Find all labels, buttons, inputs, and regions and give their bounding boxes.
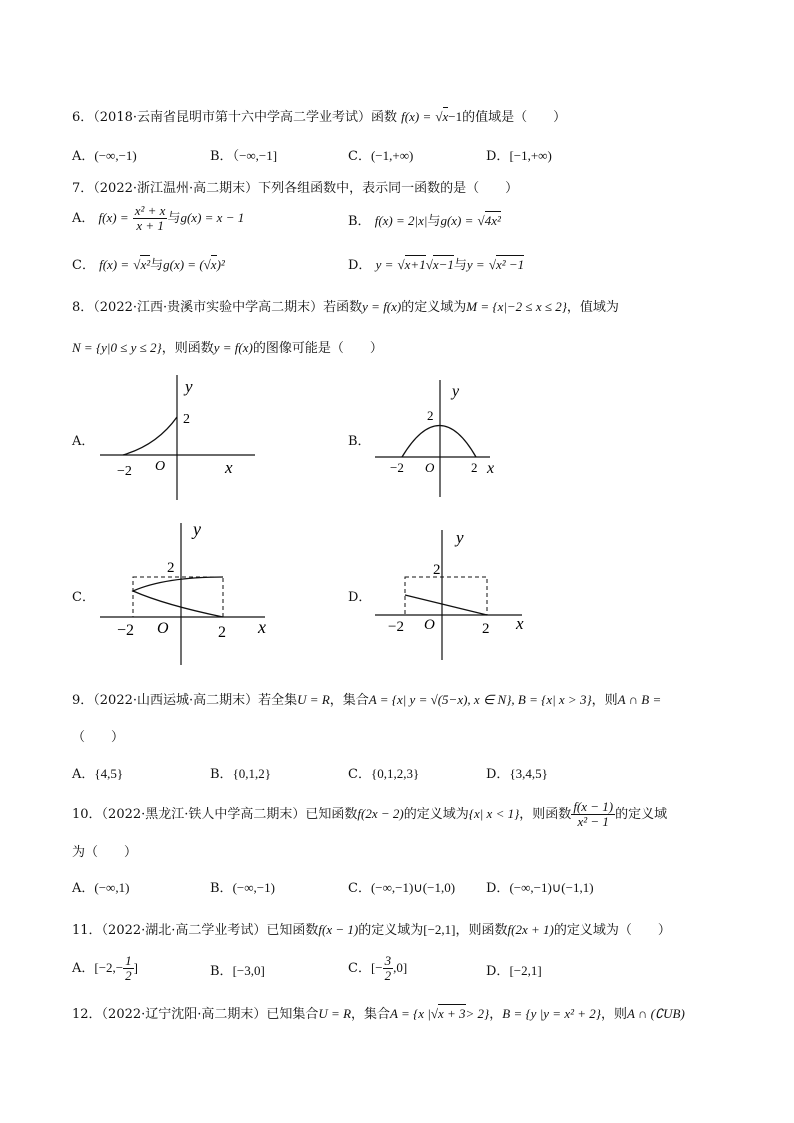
function-expr: f(x) = xyxy=(401,109,432,124)
option-b[interactable]: B．（−∞,−1] xyxy=(210,148,278,164)
option-c[interactable]: C．[− $\frac{3}{2}$ ,0] xyxy=(348,953,408,983)
option-b[interactable]: B．(−∞,−1) xyxy=(210,880,275,896)
option-b[interactable]: B． f(x) = 2|x|与g(x) = √4x² xyxy=(348,213,501,229)
answer-paren: （ ） xyxy=(72,730,125,745)
svg-text:O: O xyxy=(425,460,435,475)
question-source: （2022·黑龙江·铁人中学高二期末） xyxy=(101,807,306,822)
svg-text:2: 2 xyxy=(167,560,175,576)
svg-text:O: O xyxy=(424,617,435,633)
option-b[interactable]: B．{0,1,2} xyxy=(210,766,272,782)
svg-text:2: 2 xyxy=(482,621,490,637)
option-b[interactable]: B．[−3,0] xyxy=(210,963,265,979)
function-tail: −1 xyxy=(448,109,463,124)
origin-label: O xyxy=(155,459,166,474)
question-source: （2022·辽宁沈阳·高二期末） xyxy=(101,1007,267,1022)
question-source: （2022·江西·贵溪市实验中学高二期末） xyxy=(93,300,324,315)
option-c[interactable]: C．(−1,+∞) xyxy=(348,148,414,164)
question-source: （2022·山西运城·高二期末） xyxy=(93,693,259,708)
option-b[interactable]: B． xyxy=(348,434,371,449)
question-8-cont: N = {y|0 ≤ y ≤ 2}，则函数y = f(x)的图像可能是（ ） xyxy=(72,340,383,356)
option-d[interactable]: D．(−∞,−1)∪(−1,1) xyxy=(486,880,594,896)
svg-text:x: x xyxy=(516,614,524,633)
question-11: 11．（2022·湖北·高二学业考试）已知函数f(x − 1)的定义域为[−2,1]，则函数f(2x + 1)的定义域为（ ） xyxy=(72,922,671,938)
tick-label: 2 xyxy=(183,412,190,427)
question-number: 9． xyxy=(72,693,94,708)
svg-text:x: x xyxy=(258,617,266,637)
svg-text:2: 2 xyxy=(427,408,434,423)
option-c[interactable]: C． xyxy=(72,590,95,605)
option-c[interactable]: C．(−∞,−1)∪(−1,0) xyxy=(348,880,456,896)
question-source: （2022·浙江温州·高二期末） xyxy=(93,181,259,196)
svg-text:2: 2 xyxy=(218,624,226,641)
question-source: （2018·云南省昆明市第十六中学高二学业考试） xyxy=(93,110,371,125)
svg-text:2: 2 xyxy=(471,460,478,475)
svg-text:x: x xyxy=(487,460,495,477)
question-7 xyxy=(72,177,518,196)
graph-d xyxy=(370,525,535,665)
svg-text:−2: −2 xyxy=(117,622,135,639)
question-number: 6． xyxy=(72,110,94,125)
stem-text: 函数 xyxy=(371,110,398,125)
fraction: $\frac{\text{x² + x}}{x + 1}$ xyxy=(134,203,166,233)
question-10: 10．（2022·黑龙江·铁人中学高二期末）已知函数f(2x − 2)的定义域为{x| x < 1}，则函数 $\frac{f(x - 1)}{\text{x² − 1}}$ 的定义域 xyxy=(72,799,668,829)
option-a[interactable]: A．{4,5} xyxy=(72,766,124,782)
svg-text:y: y xyxy=(452,383,460,400)
option-d[interactable]: D．{3,4,5} xyxy=(486,766,548,782)
question-number: 11． xyxy=(72,923,102,938)
option-a[interactable]: A． xyxy=(72,434,95,449)
graph-c xyxy=(95,515,280,670)
question-number: 10． xyxy=(72,807,102,822)
svg-text:y: y xyxy=(193,519,201,539)
question-10-cont: 为（ ） xyxy=(72,845,138,860)
question-number: 7． xyxy=(72,181,94,196)
option-c[interactable]: C． f(x) = √x²与g(x) = (√x)² xyxy=(72,257,225,273)
svg-text:y: y xyxy=(456,528,464,547)
radicand: x xyxy=(442,109,449,124)
question-number: 12． xyxy=(72,1007,102,1022)
option-d[interactable]: D． y = √x+1√x−1与y = √x² −1 xyxy=(348,257,525,273)
svg-text:O: O xyxy=(157,620,169,637)
fraction: $\frac{f(x - 1)}{\text{x² − 1}}$ xyxy=(573,799,614,829)
option-a[interactable]: A．[−2,− $\frac{1}{2}$ ] xyxy=(72,953,138,983)
graph-a xyxy=(95,365,270,505)
stem-text: 的值域是（ ） xyxy=(462,110,567,125)
svg-text:2: 2 xyxy=(433,562,441,578)
svg-text:−2: −2 xyxy=(388,619,404,635)
question-number: 8． xyxy=(72,300,94,315)
tick-label: −2 xyxy=(117,464,132,479)
question-12: 12．（2022·辽宁沈阳·高二期末）已知集合U = R，集合A = {x |√x + 3> 2}，B = {y |y = x² + 2}，则A ∩ (∁UB) xyxy=(72,1006,685,1022)
svg-text:−2: −2 xyxy=(390,460,404,475)
graph-b xyxy=(370,372,515,502)
option-a[interactable]: A．(−∞,1) xyxy=(72,880,130,896)
x-axis-label: x xyxy=(225,458,233,477)
stem-text: 下列各组函数中，表示同一函数的是（ ） xyxy=(258,181,519,196)
option-d[interactable]: D．[−2,1] xyxy=(486,963,542,979)
question-8: 8．（2022·江西·贵溪市实验中学高二期末）若函数y = f(x)的定义域为M = {x|−2 ≤ x ≤ 2}，值域为 xyxy=(72,299,619,315)
question-6: 6．（2018·云南省昆明市第十六中学高二学业考试）函数 f(x) = √x−1的值域是（ ） xyxy=(72,109,567,125)
option-a[interactable]: A． f(x) = $\frac{\text{x² + x}}{x + 1}$ 与g(x) = x − 1 xyxy=(72,203,245,233)
option-d[interactable]: D．[−1,+∞) xyxy=(486,148,552,164)
option-d[interactable]: D． xyxy=(348,590,372,605)
option-c[interactable]: C．{0,1,2,3} xyxy=(348,766,420,782)
y-axis-label: y xyxy=(185,377,193,396)
option-a[interactable]: A．(−∞,−1) xyxy=(72,148,137,164)
question-source: （2022·湖北·高二学业考试） xyxy=(101,923,267,938)
question-9: 9．（2022·山西运城·高二期末）若全集U = R，集合A = {x| y = √(5−x), x ∈ N}, B = {x| x > 3}，则A ∩ B = xyxy=(72,692,662,708)
